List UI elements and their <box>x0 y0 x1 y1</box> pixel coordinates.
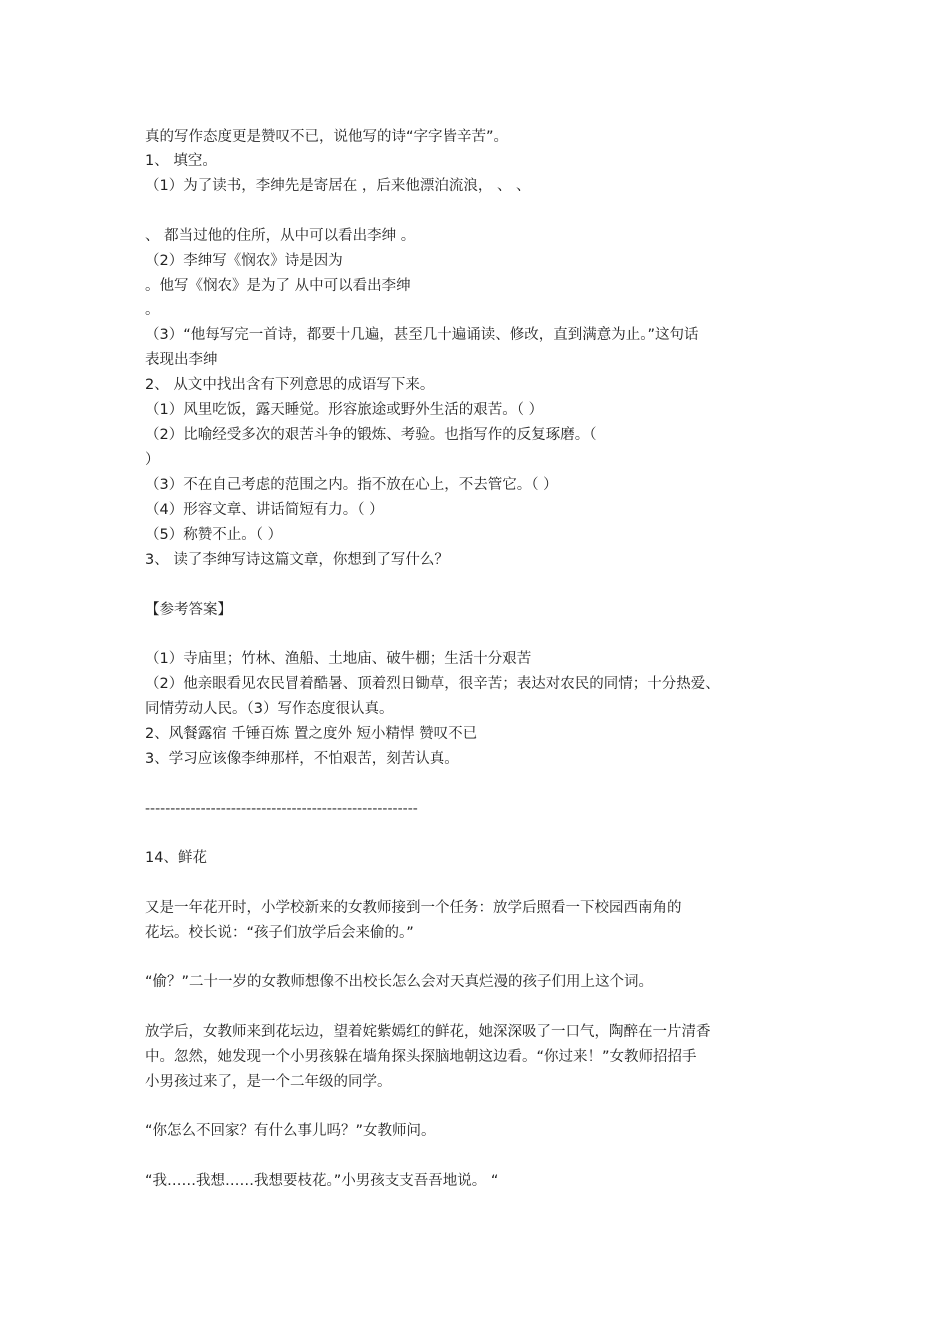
answer-line: （1）寺庙里；竹林、渔船、土地庙、破牛棚；生活十分艰苦 <box>145 651 532 667</box>
answer-line: 2、风餐露宿 千锤百炼 置之度外 短小精悍 赞叹不已 <box>145 726 478 742</box>
answer-line: 同情劳动人民。（3）写作态度很认真。 <box>145 701 394 717</box>
paragraph-line: “你怎么不回家？有什么事儿吗？”女教师问。 <box>145 1123 436 1139</box>
answer-line: （2）他亲眼看见农民冒着酷暑、顶着烈日锄草，很辛苦；表达对农民的同情；十分热爱、 <box>145 676 720 692</box>
text-line: 、 都当过他的住所，从中可以看出李绅 。 <box>145 228 416 244</box>
answer-heading: 【参考答案】 <box>145 602 232 618</box>
question-heading: 3、 读了李绅写诗这篇文章，你想到了写什么？ <box>145 552 449 568</box>
text-line: （2）比喻经受多次的艰苦斗争的锻炼、考验。也指写作的反复琢磨。（ <box>145 427 597 443</box>
text-line: ） <box>145 452 160 468</box>
answer-line: 3、学习应该像李绅那样，不怕艰苦，刻苦认真。 <box>145 751 459 767</box>
text-line: （1）风里吃饭，露天睡觉。形容旅途或野外生活的艰苦。（ ） <box>145 402 544 418</box>
text-line: 。 <box>145 302 160 318</box>
text-line: 。他写《悯农》是为了 从中可以看出李绅 <box>145 278 411 294</box>
paragraph-line: “我……我想……我想要枝花。”小男孩支支吾吾地说。 “ <box>145 1173 499 1189</box>
paragraph-line: 花坛。校长说：“孩子们放学后会来偷的。” <box>145 925 414 941</box>
question-heading: 1、 填空。 <box>145 153 217 169</box>
text-line: （5）称赞不止。（ ） <box>145 527 283 543</box>
separator-line: ------------------------------------------------------ <box>145 801 418 817</box>
paragraph-line: 小男孩过来了，是一个二年级的同学。 <box>145 1074 392 1090</box>
text-line: 真的写作态度更是赞叹不已，说他写的诗“字字皆辛苦”。 <box>145 129 509 145</box>
text-line: （1）为了读书，李绅先是寄居在 ，后来他漂泊流浪， 、 、 <box>145 178 531 194</box>
text-line: 表现出李绅 <box>145 352 218 368</box>
paragraph-line: 放学后，女教师来到花坛边，望着姹紫嫣红的鲜花，她深深吸了一口气，陶醉在一片清香 <box>145 1024 711 1040</box>
text-line: （3）不在自己考虑的范围之内。指不放在心上，不去管它。（ ） <box>145 477 558 493</box>
paragraph-line: “偷？”二十一岁的女教师想像不出校长怎么会对天真烂漫的孩子们用上这个词。 <box>145 974 654 990</box>
paragraph-line: 中。忽然，她发现一个小男孩躲在墙角探头探脑地朝这边看。“你过来！”女教师招招手 <box>145 1049 697 1065</box>
question-heading: 2、 从文中找出含有下列意思的成语写下来。 <box>145 377 435 393</box>
section-title: 14、鲜花 <box>145 850 207 866</box>
paragraph-line: 又是一年花开时，小学校新来的女教师接到一个任务：放学后照看一下校园西南角的 <box>145 900 682 916</box>
text-line: （2）李绅写《悯农》诗是因为 <box>145 253 343 269</box>
text-line: （3）“他每写完一首诗，都要十几遍，甚至几十遍诵读、修改，直到满意为止。”这句话 <box>145 327 699 343</box>
text-line: （4）形容文章、讲话简短有力。（ ） <box>145 502 384 518</box>
